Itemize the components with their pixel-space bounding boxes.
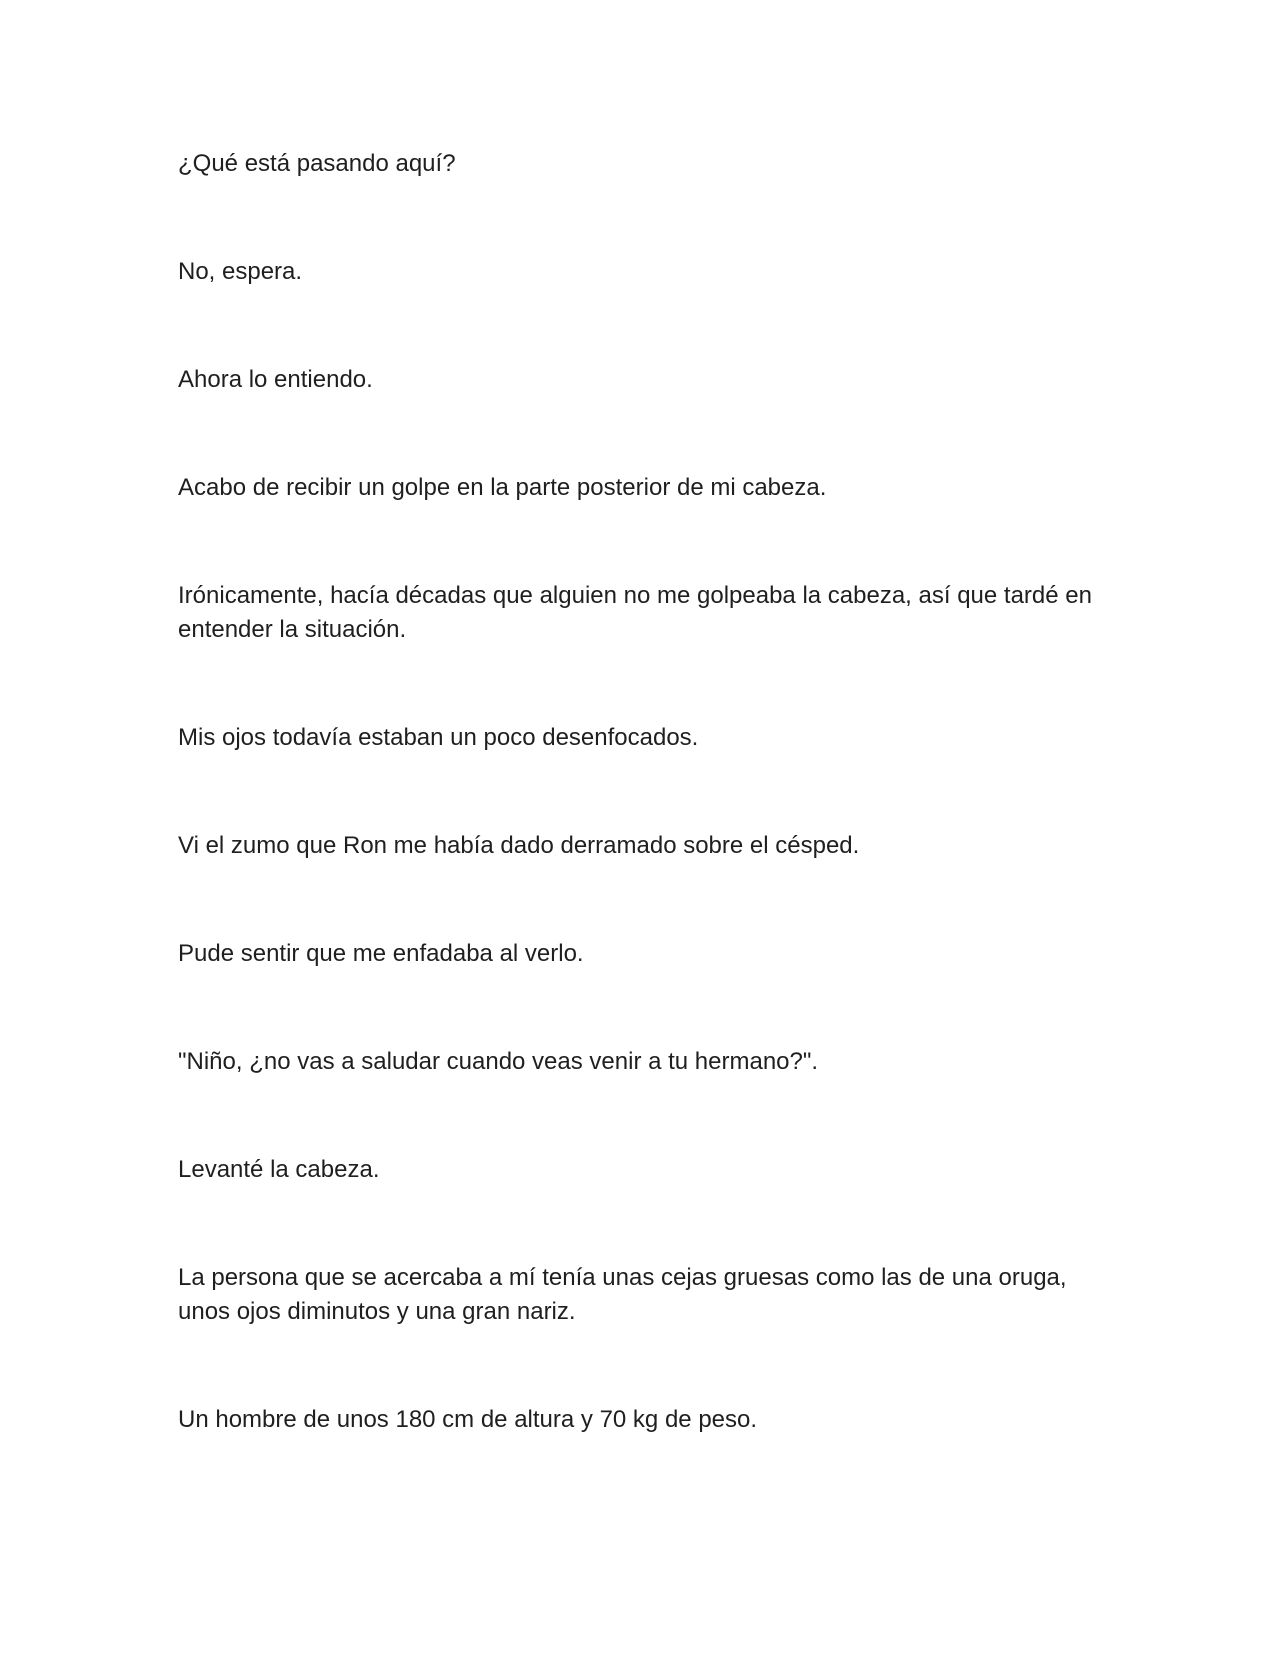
paragraph: Acabo de recibir un golpe en la parte posterior de mi cabeza. xyxy=(178,474,827,501)
paragraph: La persona que se acercaba a mí tenía unas cejas gruesas como las de una oruga, unos ojos diminutos y una gran nariz. xyxy=(178,1264,1067,1325)
paragraph: Pude sentir que me enfadaba al verlo. xyxy=(178,940,584,967)
paragraph: No, espera. xyxy=(178,258,303,285)
paragraph: ¿Qué está pasando aquí? xyxy=(178,150,456,177)
paragraph: Mis ojos todavía estaban un poco desenfocados. xyxy=(178,724,699,751)
paragraph: Ahora lo entiendo. xyxy=(178,366,373,393)
paragraph: Vi el zumo que Ron me había dado derramado sobre el césped. xyxy=(178,832,860,859)
paragraph: "Niño, ¿no vas a saludar cuando veas venir a tu hermano?". xyxy=(178,1048,819,1075)
paragraph: Irónicamente, hacía décadas que alguien no me golpeaba la cabeza, así que tardé en entender la situación. xyxy=(178,582,1092,643)
paragraph: Un hombre de unos 180 cm de altura y 70 kg de peso. xyxy=(178,1406,758,1433)
paragraph: Levanté la cabeza. xyxy=(178,1156,380,1183)
